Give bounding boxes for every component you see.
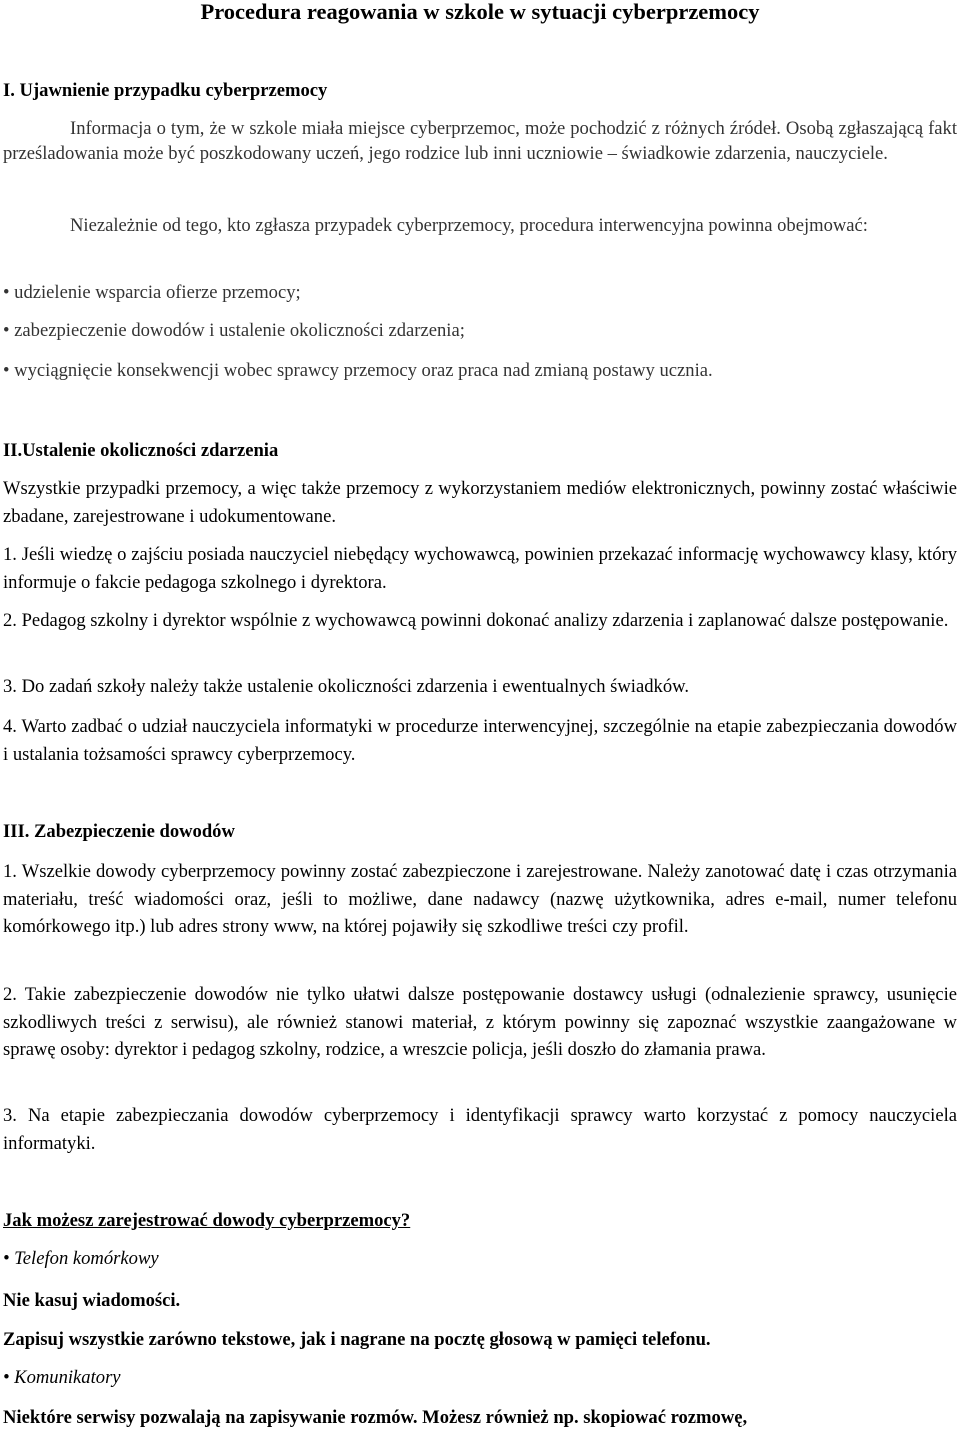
section-3-item-3: 3. Na etapie zabezpieczania dowodów cyberprzemocy i identyfikacji sprawcy warto korzystać z pomocy nauczyciela informatyki. — [3, 1105, 957, 1154]
section-2-item-2: 2. Pedagog szkolny i dyrektor wspólnie z wychowawcą powinni dokonać analizy zdarzenia i zaplanować dalsze postępowanie. — [3, 610, 949, 631]
section-3-heading: III. Zabezpieczenie dowodów — [3, 821, 235, 842]
section-2-heading: II.Ustalenie okoliczności zdarzenia — [3, 440, 279, 461]
section-2-item-1: 1. Jeśli wiedzę o zajściu posiada nauczyciel niebędący wychowawcą, powinien przekazać informację wychowawcy klasy, który informuje o fakcie pedagoga szkolnego i dyrektora. — [3, 544, 957, 593]
phone-tip-1: Nie kasuj wiadomości. — [3, 1290, 181, 1311]
section-2-item-4: 4. Warto zadbać o udział nauczyciela informatyki w procedurze interwencyjnej, szczególnie na etapie zabezpieczania dowodów i ustalania tożsamości sprawcy cyberprzemocy. — [3, 716, 957, 765]
phone-tip-2: Zapisuj wszystkie zarówno tekstowe, jak i nagrane na pocztę głosową w pamięci telefonu. — [3, 1329, 711, 1350]
section-2-item-3: 3. Do zadań szkoły należy także ustalenie okoliczności zdarzenia i ewentualnych świadków. — [3, 676, 689, 697]
section-1-heading: I. Ujawnienie przypadku cyberprzemocy — [3, 80, 328, 101]
section-1-bullet-3: • wyciągnięcie konsekwencji wobec sprawcy przemocy oraz praca nad zmianą postawy ucznia. — [3, 358, 957, 383]
messenger-label: • Komunikatory — [3, 1365, 957, 1390]
section-3-item-1: 1. Wszelkie dowody cyberprzemocy powinny zostać zabezpieczone i zarejestrowane. Należy zanotować datę i czas otrzymania materiału, treść wiadomości oraz, jeśli to możliwe, dane nadawcy (nazwę użytkownika, adres e-mail, numer telefonu komórkowego itp.) lub adres strony www, na której pojawiły się szkodliwe treści czy profil. — [3, 861, 957, 937]
section-2-intro: Wszystkie przypadki przemocy, a więc także przemocy z wykorzystaniem mediów elektronicznych, powinny zostać właściwie zbadane, zarejestrowane i udokumentowane. — [3, 478, 957, 527]
section-1-paragraph-2: Niezależnie od tego, kto zgłasza przypadek cyberprzemocy, procedura interwencyjna powinna obejmować: — [70, 215, 868, 236]
phone-label: • Telefon komórkowy — [3, 1246, 957, 1271]
messenger-tip: Niektóre serwisy pozwalają na zapisywanie rozmów. Możesz również np. skopiować rozmowę, — [3, 1407, 748, 1428]
page-title: Procedura reagowania w szkole w sytuacji cyberprzemocy — [200, 0, 760, 24]
section-1-bullet-1: • udzielenie wsparcia ofierze przemocy; — [3, 280, 957, 305]
section-3-item-2: 2. Takie zabezpieczenie dowodów nie tylko ułatwi dalsze postępowanie dostawcy usługi (odnalezienie sprawcy, usunięcie szkodliwych treści z serwisu), ale również stanowi materiał, z którym powinny się zapoznać wszystkie zaangażowane w sprawę osoby: dyrektor i pedagog szkolny, rodzice, a wreszcie policja, jeśli doszło do złamania prawa. — [3, 984, 957, 1060]
section-1-paragraph-1: Informacja o tym, że w szkole miała miejsce cyberprzemoc, może pochodzić z różnych źródeł. Osobą zgłaszającą fakt prześladowania może być poszkodowany uczeń, jego rodzice lub inni uczniowie – świadkowie zdarzenia, nauczyciele. — [3, 118, 957, 164]
evidence-question-heading: Jak możesz zarejestrować dowody cyberprzemocy? — [3, 1210, 411, 1231]
section-1-bullet-2: • zabezpieczenie dowodów i ustalenie okoliczności zdarzenia; — [3, 318, 957, 343]
